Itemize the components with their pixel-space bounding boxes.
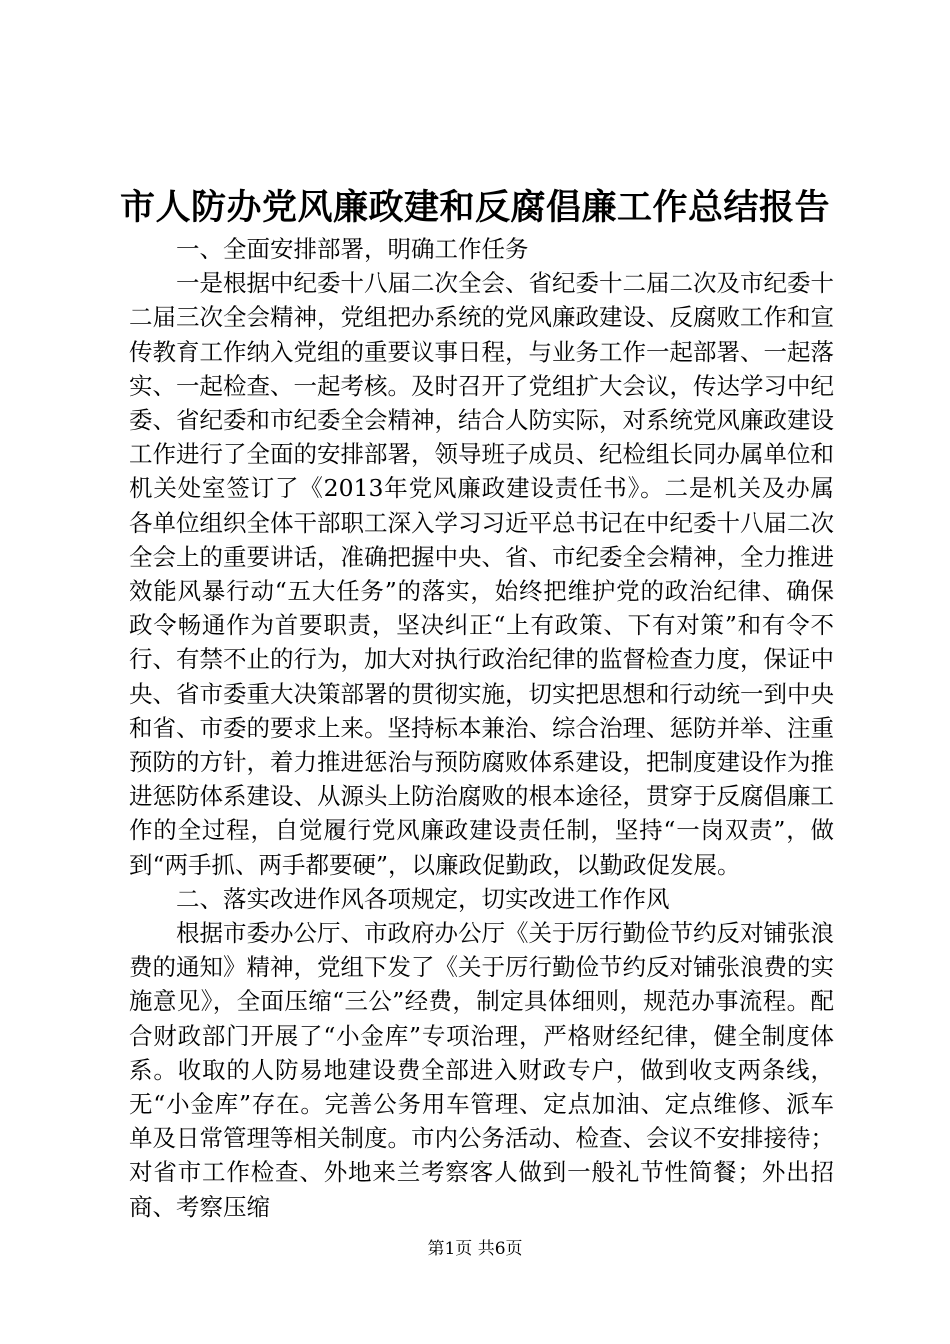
body-paragraph-2: 根据市委办公厅、市政府办公厅《关于厉行勤俭节约反对铺张浪费的通知》精神，党组下发了《关于厉行勤俭节约反对铺张浪费的实施意见》，全面压缩“三公”经费，制定具体细则，规范办事流程。配合财政部门开展了“小金库”专项治理，严格财经纪律，健全制度体系。收取的人防易地建设费全部进入财政专户，做到收支两条线，无“小金库”存在。完善公务用车管理、定点加油、定点维修、派车单及日常管理等相关制度。市内公务活动、检查、会议不安排接待；对省市工作检查、外地来兰考察客人做到一般礼节性简餐；外出招商、考察压缩 bbox=[129, 919, 834, 1221]
section-heading-1: 一、全面安排部署，明确工作任务 bbox=[176, 235, 529, 263]
page-footer: 第1页 共6页 bbox=[427, 1239, 523, 1259]
body-paragraph-1: 一是根据中纪委十八届二次全会、省纪委十二届二次及市纪委十二届三次全会精神，党组把办系统的党风廉政建设、反腐败工作和宣传教育工作纳入党组的重要议事日程，与业务工作一起部署、一起落实、一起检查、一起考核。及时召开了党组扩大会议，传达学习中纪委、省纪委和市纪委全会精神，结合人防实际，对系统党风廉政建设工作进行了全面的安排部署，领导班子成员、纪检组长同办属单位和机关处室签订了《2013年党风廉政建设责任书》。二是机关及办属各单位组织全体干部职工深入学习习近平总书记在中纪委十八届二次全会上的重要讲话，准确把握中央、省、市纪委全会精神，全力推进效能风暴行动“五大任务”的落实，始终把维护党的政治纪律、确保政令畅通作为首要职责，坚决纠正“上有政策、下有对策”和有令不行、有禁不止的行为，加大对执行政治纪律的监督检查力度，保证中央、省市委重大决策部署的贯彻实施，切实把思想和行动统一到中央和省、市委的要求上来。坚持标本兼治、综合治理、惩防并举、注重预防的方针，着力推进惩治与预防腐败体系建设，把制度建设作为推进惩防体系建设、从源头上防治腐败的根本途径，贯穿于反腐倡廉工作的全过程，自觉履行党风廉政建设责任制，坚持“一岗双责”，做到“两手抓、两手都要硬”，以廉政促勤政，以勤政促发展。 bbox=[129, 269, 834, 879]
document-title: 市人防办党风廉政建和反腐倡廉工作总结报告 bbox=[119, 187, 830, 228]
section-heading-2: 二、落实改进作风各项规定，切实改进工作作风 bbox=[176, 884, 670, 913]
document-body bbox=[129, 232, 834, 1224]
